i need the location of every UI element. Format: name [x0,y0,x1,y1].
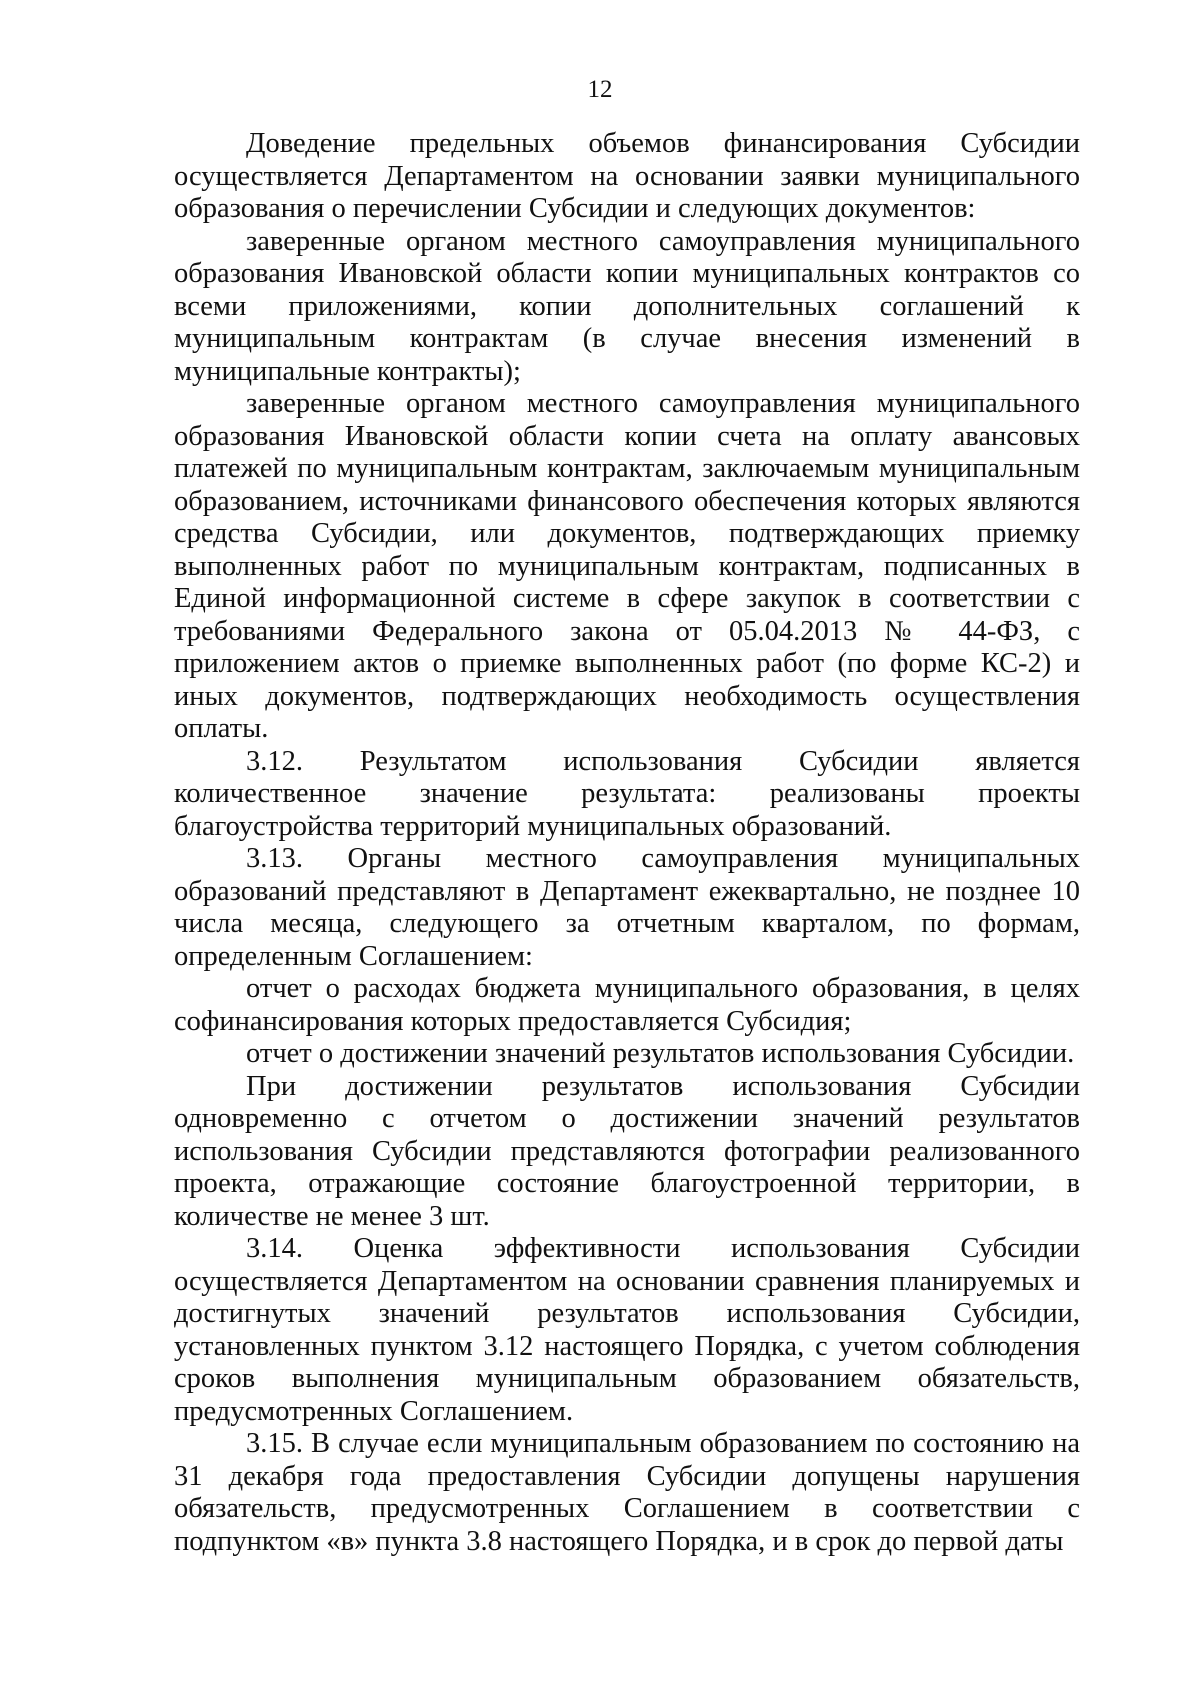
paragraph-3-12: 3.12. Результатом использования Субсидии является количественное значение результата: реализованы проекты благоустройства территорий муниципальных образований. [174,745,1080,842]
paragraph-3-15: 3.15. В случае если муниципальным образованием по состоянию на 31 декабря года предоставления Субсидии допущены нарушения обязательств, предусмотренных Соглашением в соответствии с подпунктом «в» пункта 3.8 настоящего Порядка, и в срок до первой даты [174,1428,1080,1557]
paragraph-photos: При достижении результатов использования Субсидии одновременно с отчетом о достижении значений результатов использования Субсидии представляются фотографии реализованного проекта, отражающие состояние благоустроенной территории, в количестве не менее 3 шт. [174,1070,1080,1232]
paragraph-results-report: отчет о достижении значений результатов использования Субсидии. [246,1038,1075,1069]
paragraph-invoice-copies: заверенные органом местного самоуправления муниципального образования Ивановской области копии счета на оплату авансовых платежей по муниципальным контрактам, заключаемым муниципальным образованием, источниками финансового обеспечения которых являются средства Субсидии, или документов, подтверждающих приемку выполненных работ по муниципальным контрактам, подписанных в Единой информационной системе в сфере закупок в соответствии с требованиями Федерального закона от 05.04.2013 № 44-ФЗ, с приложением актов о приемке выполненных работ (по форме КС-2) и иных документов, подтверждающих необходимость осуществления оплаты. [174,388,1080,744]
paragraph-financing-limits: Доведение предельных объемов финансирования Субсидии осуществляется Департаментом на основании заявки муниципального образования о перечислении Субсидии и следующих документов: [174,128,1080,224]
paragraph-3-13: 3.13. Органы местного самоуправления муниципальных образований представляют в Департамент ежеквартально, не позднее 10 числа месяца, следующего за отчетным кварталом, по формам, определенным Соглашением: [174,843,1080,972]
paragraph-expense-report: отчет о расходах бюджета муниципального образования, в целях софинансирования которых предоставляется Субсидия; [174,973,1080,1037]
paragraph-3-14: 3.14. Оценка эффективности использования Субсидии осуществляется Департаментом на основании сравнения планируемых и достигнутых значений результатов использования Субсидии, установленных пунктом 3.12 настоящего Порядка, с учетом соблюдения сроков выполнения муниципальным образованием обязательств, предусмотренных Соглашением. [174,1233,1080,1427]
paragraph-contract-copies: заверенные органом местного самоуправления муниципального образования Ивановской области копии муниципальных контрактов со всеми приложениями, копии дополнительных соглашений к муниципальным контрактам (в случае внесения изменений в муниципальные контракты); [174,225,1080,387]
document-body [174,128,1080,1558]
page-number: 12 [587,76,613,103]
